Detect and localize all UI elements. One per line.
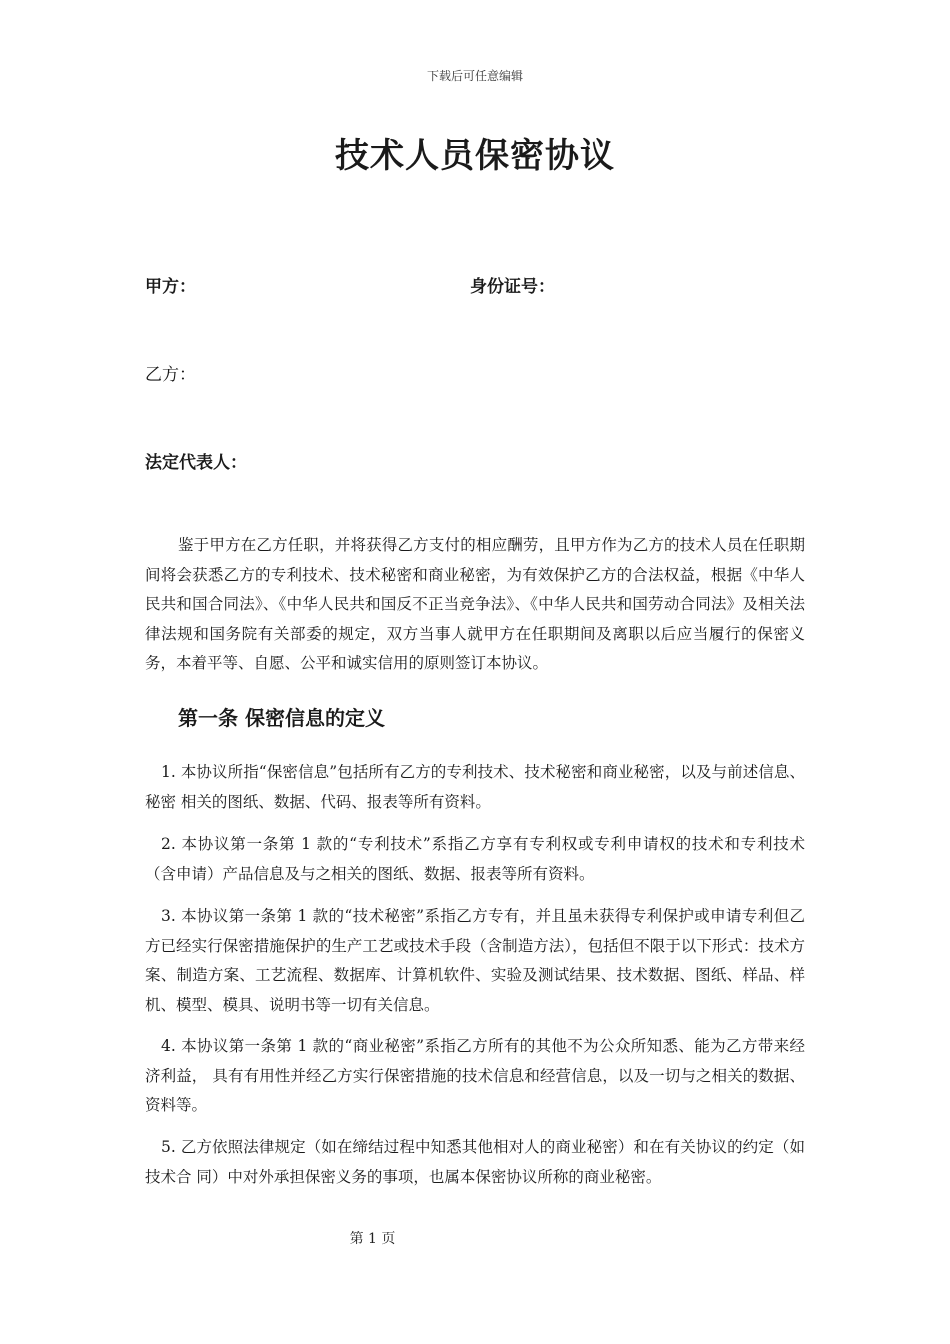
item-text: 本协议所指“保密信息”包括所有乙方的专利技术、技术秘密和商业秘密，以及与前述信息、秘密 相关的图纸、数据、代码、报表等所有资料。	[145, 763, 805, 811]
section-1-item-5	[145, 1133, 805, 1192]
party-a-label: 甲方：	[145, 277, 196, 297]
item-number: 2.	[161, 835, 176, 853]
item-number: 1.	[161, 763, 176, 781]
preamble-paragraph: 鉴于甲方在乙方任职，并将获得乙方支付的相应酬劳，且甲方作为乙方的技术人员在任职期间将会获悉乙方的专利技术、技术秘密和商业秘密，为有效保护乙方的合法权益，根据《中华人民共和国合同法》、《中华人民共和国反不正当竞争法》、《中华人民共和国劳动合同法》及相关法律法规和国务院有关部委的规定，双方当事人就甲方在任职期间及离职以后应当履行的保密义务，本着平等、自愿、公平和诚实信用的原则签订本协议。	[145, 536, 805, 672]
section-1-item-4	[145, 1032, 805, 1121]
item-number: 3.	[161, 907, 176, 925]
item-text: 乙方依照法律规定（如在缔结过程中知悉其他相对人的商业秘密）和在有关协议的约定（如技术合 同）中对外承担保密义务的事项，也属本保密协议所称的商业秘密。	[145, 1138, 805, 1186]
item-number: 4.	[161, 1037, 176, 1055]
id-number-label: 身份证号：	[470, 277, 555, 297]
item-text: 本协议第一条第 1 款的“商业秘密”系指乙方所有的其他不为公众所知悉、能为乙方带来经济利益， 具有有用性并经乙方实行保密措施的技术信息和经营信息，以及一切与之相关的数据、资料等。	[145, 1037, 805, 1114]
page-number-footer: 第 1 页	[349, 1231, 396, 1247]
item-text: 本协议第一条第 1 款的“专利技术”系指乙方享有专利权或专利申请权的技术和专利技术（含申请）产品信息及与之相关的图纸、数据、报表等所有资料。	[145, 835, 805, 883]
section-1-item-2	[145, 830, 805, 889]
item-text: 本协议第一条第 1 款的“技术秘密”系指乙方专有，并且虽未获得专利保护或申请专利但乙方已经实行保密措施保护的生产工艺或技术手段（含制造方法），包括但不限于以下形式：技术方案、制造方案、工艺流程、数据库、计算机软件、实验及测试结果、技术数据、图纸、样品、样机、模型、模具、说明书等一切有关信息。	[145, 907, 805, 1014]
section-1-item-3	[145, 902, 805, 1020]
legal-representative-label: 法定代表人：	[145, 453, 247, 473]
item-number: 5.	[161, 1138, 176, 1156]
section-1-heading: 第一条 保密信息的定义	[178, 706, 385, 730]
party-b-label: 乙方：	[145, 365, 196, 385]
header-note: 下载后可任意编辑	[426, 69, 523, 83]
document-title: 技术人员保密协议	[335, 136, 615, 176]
section-1-item-1	[145, 758, 805, 817]
